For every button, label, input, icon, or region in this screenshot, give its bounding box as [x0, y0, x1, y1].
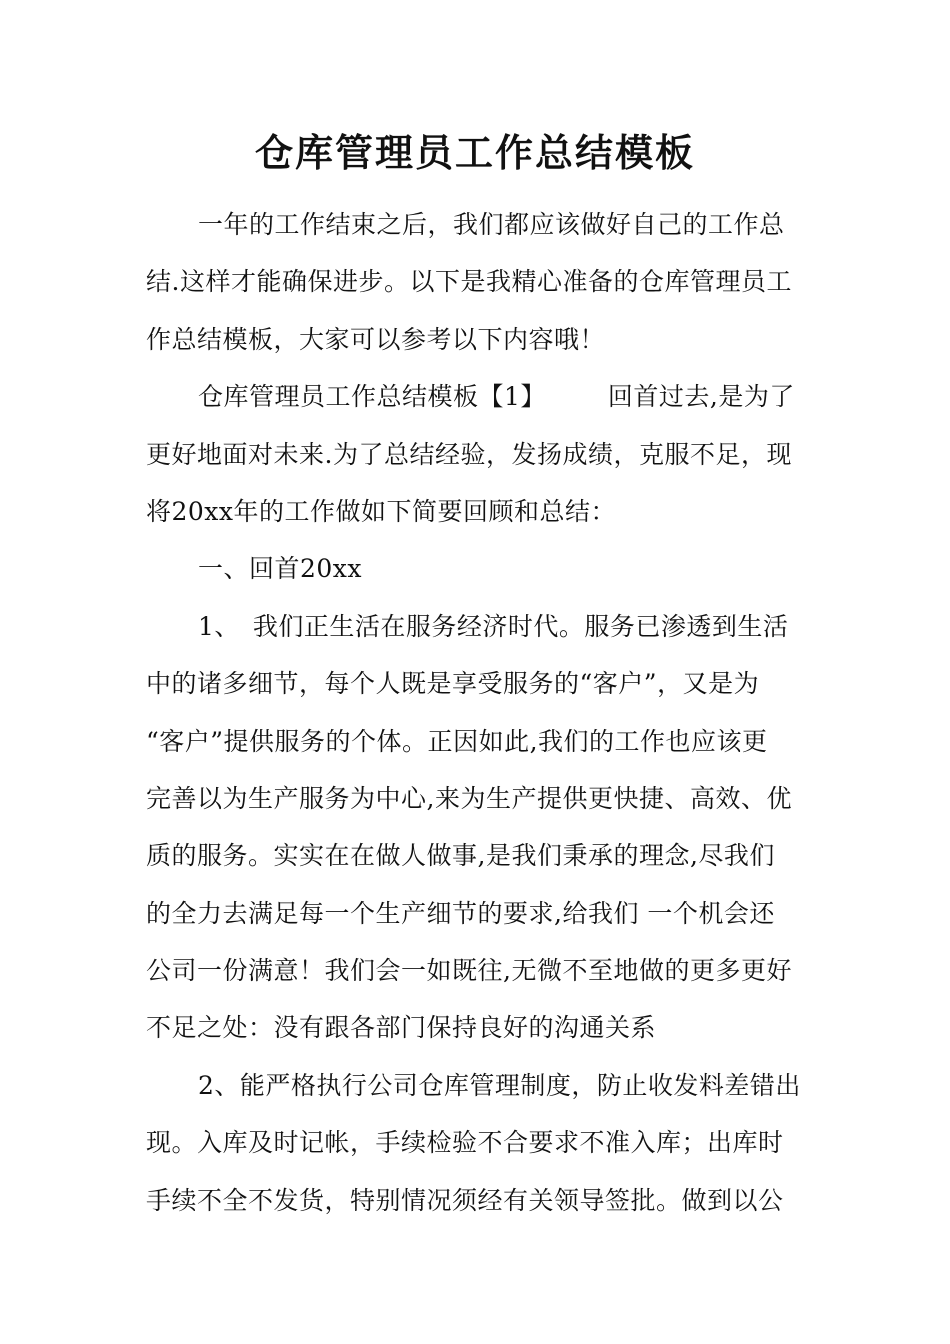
paragraph-line: 手续不全不发货，特别情况须经有关领导签批。做到以公: [146, 1185, 784, 1215]
paragraph-line: 将20xx年的工作做如下简要回顾和总结：: [146, 496, 617, 526]
paragraph-line: 一年的工作结束之后，我们都应该做好自己的工作总: [198, 210, 785, 239]
section-heading: 仓库管理员工作总结模板【1】: [198, 382, 546, 412]
paragraph-line-heading: [146, 368, 808, 425]
paragraph-line: 公司一份满意！我们会一如既往,无微不至地做的更多更好: [146, 956, 792, 986]
paragraph-line: 中的诸多细节，每个人既是享受服务的“客户”，又是为: [146, 669, 760, 699]
paragraph-line: 结.这样才能确保进步。以下是我精心准备的仓库管理员工: [146, 267, 792, 297]
paragraph-line: 完善以为生产服务为中心,来为生产提供更快捷、高效、优: [146, 783, 792, 813]
paragraph-line: 2、能严格执行公司仓库管理制度，防止收发料差错出: [198, 1070, 801, 1100]
paragraph-line: 的全力去满足每一个生产细节的要求,给我们 一个机会还: [146, 898, 775, 928]
paragraph-line: 质的服务。实实在在做人做事,是我们秉承的理念,尽我们: [146, 841, 775, 871]
document-title: 仓库管理员工作总结模板: [254, 130, 695, 175]
document-body: [146, 196, 808, 1229]
paragraph-line: 更好地面对未来.为了总结经验，发扬成绩，克服不足，现: [146, 439, 792, 469]
paragraph-line: 1、 我们正生活在服务经济时代。服务已渗透到生活: [198, 611, 789, 641]
paragraph-line: 不足之处：没有跟各部门保持良好的沟通关系: [146, 1013, 657, 1043]
paragraph-text: 回首过去,是为了: [607, 382, 795, 412]
paragraph-line: 作总结模板，大家可以参考以下内容哦！: [146, 324, 606, 354]
paragraph-line: 现。入库及时记帐，手续检验不合要求不准入库；出库时: [146, 1128, 784, 1158]
section-heading-line: 一、回首20xx: [198, 554, 363, 584]
paragraph-line: “客户”提供服务的个体。正因如此,我们的工作也应该更: [146, 726, 768, 756]
